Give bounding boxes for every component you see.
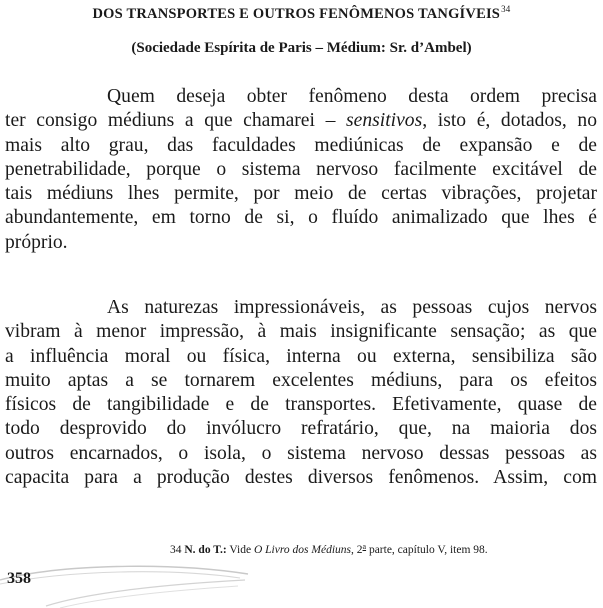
paragraph-line: Quem deseja obter fenômeno desta ordem precisa	[107, 86, 597, 107]
paragraph-line: todo desprovido do invólucro refratário, que, na maioria dos	[5, 418, 597, 440]
chapter-subheading: (Sociedade Espírita de Paris – Médium: Sr. d’Ambel)	[131, 40, 472, 56]
paragraph-line: físicos de tangibilidade e de transportes. Efetivamente, quase de	[5, 394, 597, 416]
paragraph-line: muito aptas a se tornarem excelentes médiuns, para os efeitos	[5, 369, 597, 391]
footnote-ordinal: a	[362, 542, 367, 551]
paragraph-1	[5, 85, 597, 255]
paragraph-line: mais alto grau, das faculdades mediúnicas de expansão e de	[5, 134, 597, 156]
heading-title: DOS TRANSPORTES E OUTROS FENÔMENOS TANGÍVEIS	[92, 6, 501, 22]
paragraph-line: a influência moral ou física, interna ou externa, sensibiliza são	[5, 345, 597, 367]
footnote-book-title: O Livro dos Médiuns	[253, 544, 351, 556]
paragraph-line: ter consigo médiuns a que chamarei – sensitivos, isto é, dotados, no	[5, 110, 597, 132]
chapter-heading	[0, 4, 603, 23]
footnote-label: N. do T.:	[184, 544, 227, 556]
paragraph-2	[5, 296, 597, 490]
footnote: 34 N. do T.: Vide O Livro dos Médiuns, 2$^a$ parte, capítulo V, item 98.	[170, 542, 488, 556]
paragraph-line: As naturezas impressionáveis, as pessoas cujos nervos	[107, 297, 597, 318]
paragraph-line: outros encarnados, o isola, o sistema nervoso dessas pessoas as	[5, 442, 597, 464]
decorative-swoosh	[0, 562, 250, 608]
paragraph-line: abundantemente, em torno de si, o fluído animalizado que lhes é	[5, 207, 597, 229]
paragraph-line: vibram à menor impressão, à mais insignificante sensação; as que	[5, 321, 597, 343]
footnote-number: 34	[170, 544, 182, 556]
emphasized-term: sensitivos	[346, 110, 423, 132]
page-number: 358	[7, 570, 31, 587]
paragraph-line: tais médiuns lhes permite, por meio de certas vibrações, projetar	[5, 183, 597, 205]
paragraph-line: penetrabilidade, porque o sistema nervoso facilmente excitável de	[5, 158, 597, 180]
paragraph-line: próprio.	[5, 231, 68, 253]
footnote-reference: 34	[501, 4, 511, 14]
paragraph-line: capacita para a produção destes diversos fenômenos. Assim, com	[5, 467, 597, 489]
